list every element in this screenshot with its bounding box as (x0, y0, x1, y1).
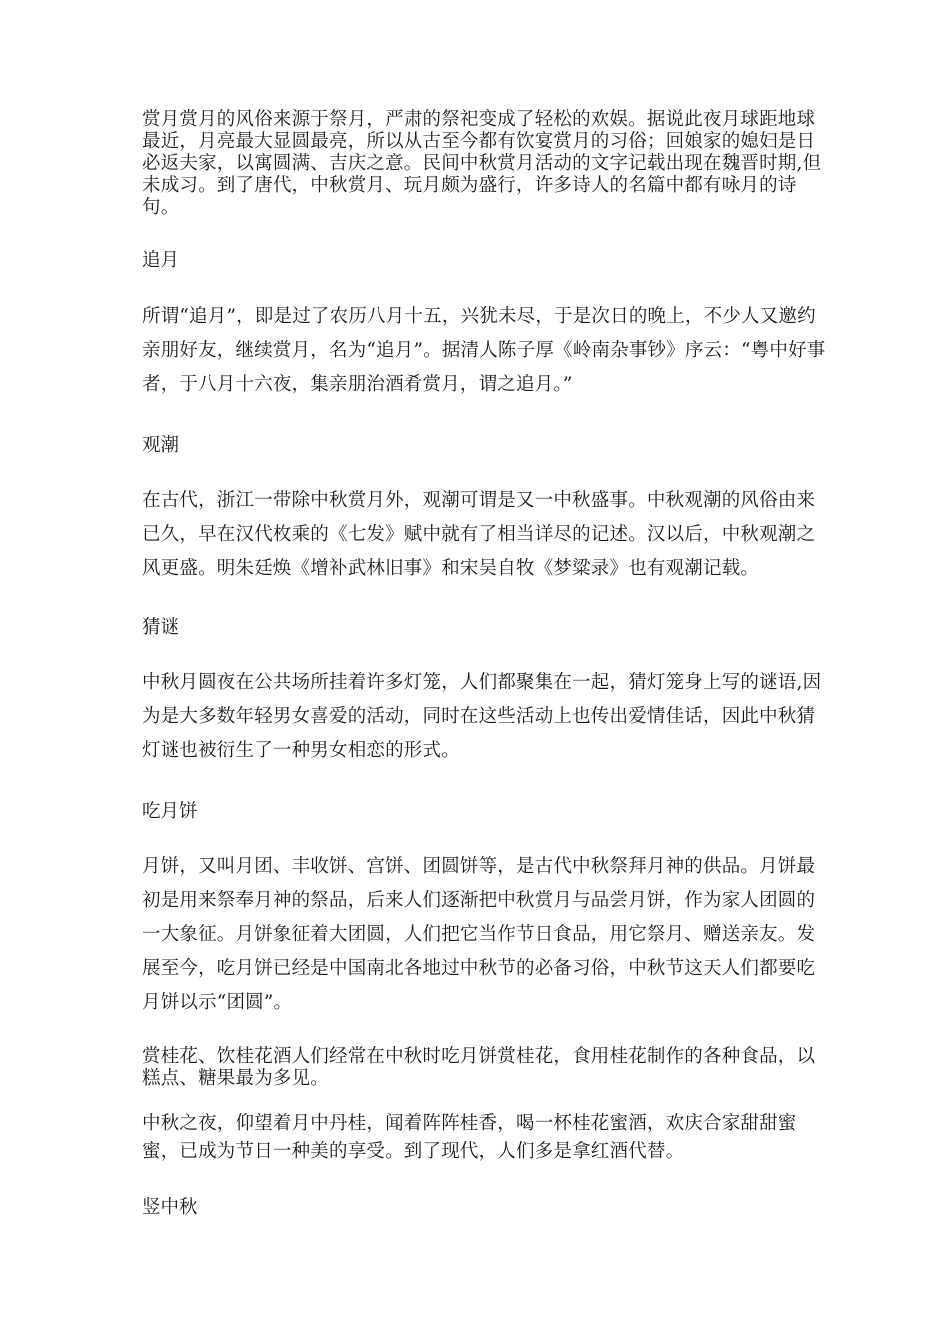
document-page (142, 109, 832, 1220)
heading-riddles: 猜谜 (142, 617, 180, 638)
paragraph-riddles: 中秋月圆夜在公共场所挂着许多灯笼，人们都聚集在一起，猜灯笼身上写的谜语,因为是大多数年轻男女喜爱的活动，同时在这些活动上也传出爱情佳话，因此中秋猜灯谜也被衍生了一种男女相恋的形式。 (142, 672, 822, 761)
paragraph-mooncakes: 月饼，又叫月团、丰收饼、宫饼、团圆饼等，是古代中秋祭拜月神的供品。月饼最初是用来祭奉月神的祭品，后来人们逐渐把中秋赏月与品尝月饼，作为家人团圆的一大象征。月饼象征着大团圆，人们把它当作节日食品，用它祭月、赠送亲友。发展至今，吃月饼已经是中国南北各地过中秋节的必备习俗，中秋节这天人们都要吃月饼以示“团圆”。 (142, 856, 816, 1013)
heading-tide-watching: 观潮 (142, 435, 180, 456)
heading-chasing-moon: 追月 (142, 250, 180, 271)
heading-shu-zhongqiu: 竖中秋 (142, 1197, 198, 1218)
heading-mooncakes: 吃月饼 (142, 801, 198, 822)
paragraph-osmanthus: 赏桂花、饮桂花酒人们经常在中秋时吃月饼赏桂花，食用桂花制作的各种食品，以糕点、糖果最为多见。 (142, 1046, 816, 1089)
paragraph-mid-autumn-night: 中秋之夜，仰望着月中丹桂，闻着阵阵桂香，喝一杯桂花蜜酒，欢庆合家甜甜蜜蜜，已成为节日一种美的享受。到了现代，人们多是拿红酒代替。 (142, 1113, 797, 1162)
paragraph-moon-viewing: 赏月赏月的风俗来源于祭月，严肃的祭祀变成了轻松的欢娱。据说此夜月球距地球最近，月亮最大显圆最亮，所以从古至今都有饮宴赏月的习俗；回娘家的媳妇是日必返夫家，以寓圆满、吉庆之意。民间中秋赏月活动的文字记载出现在魏晋时期,但未成习。到了唐代，中秋赏月、玩月颇为盛行，许多诗人的名篇中都有咏月的诗句。 (142, 109, 822, 218)
paragraph-chasing-moon: 所谓“追月”，即是过了农历八月十五，兴犹未尽，于是次日的晚上，不少人又邀约亲朋好友，继续赏月，名为“追月”。据清人陈子厚《岭南杂事钞》序云：“粤中好事者，于八月十六夜，集亲朋治酒肴赏月，谓之追月。” (142, 306, 826, 395)
paragraph-tide-watching: 在古代，浙江一带除中秋赏月外，观潮可谓是又一中秋盛事。中秋观潮的风俗由来已久，早在汉代枚乘的《七发》赋中就有了相当详尽的记述。汉以后，中秋观潮之风更盛。明朱廷焕《增补武林旧事》和宋吴自牧《梦粱录》也有观潮记载。 (142, 490, 816, 579)
